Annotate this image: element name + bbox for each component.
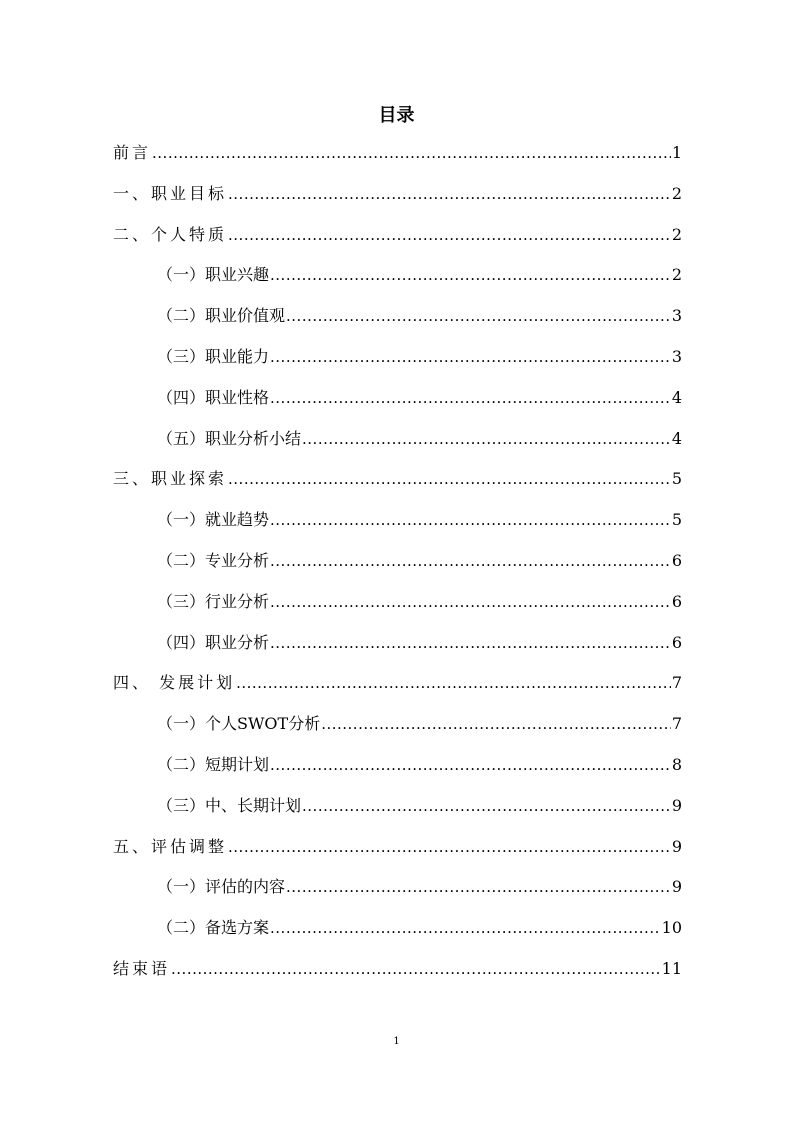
- toc-entry[interactable]: [113, 668, 682, 694]
- toc-entry[interactable]: [157, 260, 682, 286]
- toc-entry-label: （三）中、长期计划: [157, 795, 302, 815]
- dot-leader: [286, 876, 671, 898]
- toc-entry[interactable]: [157, 587, 682, 613]
- toc-entry-label: 结束语: [113, 959, 171, 978]
- toc-entry-label: （四）职业性格: [157, 387, 270, 407]
- toc-entry-page-number: 1: [671, 143, 682, 162]
- toc-title: 目录: [378, 105, 415, 126]
- toc-entry-page-number: 3: [671, 347, 682, 366]
- toc-entry-label: 二、个人特质: [113, 224, 228, 244]
- toc-entry-page-number: 10: [661, 918, 682, 938]
- toc-entry-label: （三）行业分析: [157, 591, 270, 611]
- dot-leader: [270, 550, 671, 572]
- toc-entry-page-number: 9: [671, 836, 682, 856]
- dot-leader: [270, 346, 671, 368]
- toc-entry-label: 四、 发展计划: [113, 673, 236, 693]
- dot-leader: [321, 713, 671, 735]
- page-number: 1: [393, 1036, 400, 1047]
- toc-entry[interactable]: [157, 505, 682, 531]
- toc-entry-page-number: 5: [671, 469, 682, 489]
- toc-entry-label: （二）短期计划: [157, 755, 270, 774]
- toc-entry[interactable]: [157, 709, 682, 735]
- toc-entry[interactable]: [157, 628, 682, 654]
- toc-entry-page-number: 4: [671, 387, 682, 407]
- toc-entry-page-number: 6: [671, 551, 682, 570]
- toc-entry-label: （一）评估的内容: [157, 877, 286, 897]
- dot-leader: [152, 142, 671, 164]
- dot-leader: [270, 754, 671, 776]
- dot-leader: [228, 224, 671, 246]
- toc-entry[interactable]: [157, 750, 682, 776]
- toc-entry-page-number: 11: [661, 959, 682, 978]
- dot-leader: [228, 836, 671, 858]
- toc-entry-page-number: 9: [671, 795, 682, 815]
- toc-entry-page-number: 3: [671, 306, 682, 326]
- dot-leader: [171, 958, 661, 980]
- toc-entry-page-number: 2: [671, 183, 682, 203]
- toc-entry[interactable]: [157, 872, 682, 898]
- toc-entry[interactable]: [157, 546, 682, 572]
- toc-entry-label: （一）个人SWOT分析: [157, 714, 321, 734]
- dot-leader: [270, 509, 671, 531]
- dot-leader: [302, 428, 671, 450]
- toc-entry-page-number: 2: [671, 265, 682, 285]
- toc-entry-label: （二）职业价值观: [157, 306, 286, 326]
- toc-entry-page-number: 5: [671, 510, 682, 530]
- dot-leader: [228, 183, 671, 205]
- dot-leader: [236, 672, 671, 694]
- toc-entry[interactable]: [113, 220, 682, 246]
- toc-entry-page-number: 7: [671, 714, 682, 734]
- dot-leader: [228, 468, 671, 490]
- toc-entry[interactable]: [113, 832, 682, 858]
- toc-entry-label: （一）职业兴趣: [157, 265, 270, 285]
- toc-entry[interactable]: [157, 913, 682, 939]
- toc-entry-page-number: 7: [671, 673, 682, 693]
- toc-entry[interactable]: [157, 301, 682, 327]
- toc-entry[interactable]: [157, 424, 682, 450]
- toc-entry[interactable]: [113, 954, 682, 980]
- toc-entry[interactable]: [113, 179, 682, 205]
- toc-entry-page-number: 4: [671, 428, 682, 448]
- dot-leader: [270, 387, 671, 409]
- toc-entry[interactable]: [113, 464, 682, 490]
- toc-entry-label: （四）职业分析: [157, 632, 270, 652]
- toc-entry-page-number: 6: [671, 591, 682, 611]
- toc-entry-label: （五）职业分析小结: [157, 428, 302, 448]
- toc-entry-page-number: 9: [671, 877, 682, 897]
- toc-entry-label: （二）备选方案: [157, 918, 270, 938]
- dot-leader: [270, 264, 671, 286]
- toc-entry[interactable]: [157, 383, 682, 409]
- toc-entry[interactable]: [157, 342, 682, 368]
- toc-entry[interactable]: [157, 791, 682, 817]
- toc-entry-label: （三）职业能力: [157, 347, 270, 366]
- dot-leader: [270, 591, 671, 613]
- toc-entry-label: （一）就业趋势: [157, 510, 270, 530]
- toc-entry-label: 三、职业探索: [113, 469, 228, 489]
- toc-entry-page-number: 6: [671, 632, 682, 652]
- dot-leader: [286, 305, 671, 327]
- toc-entry-label: 一、职业目标: [113, 183, 228, 203]
- dot-leader: [270, 917, 661, 939]
- toc-entry-label: 五、评估调整: [113, 836, 228, 856]
- dot-leader: [302, 795, 671, 817]
- toc-entry-page-number: 8: [671, 755, 682, 774]
- toc-entry-page-number: 2: [671, 224, 682, 244]
- toc-entry-label: （二）专业分析: [157, 551, 270, 570]
- dot-leader: [270, 632, 671, 654]
- toc-entry[interactable]: [113, 138, 682, 164]
- toc-entry-label: 前言: [113, 143, 152, 162]
